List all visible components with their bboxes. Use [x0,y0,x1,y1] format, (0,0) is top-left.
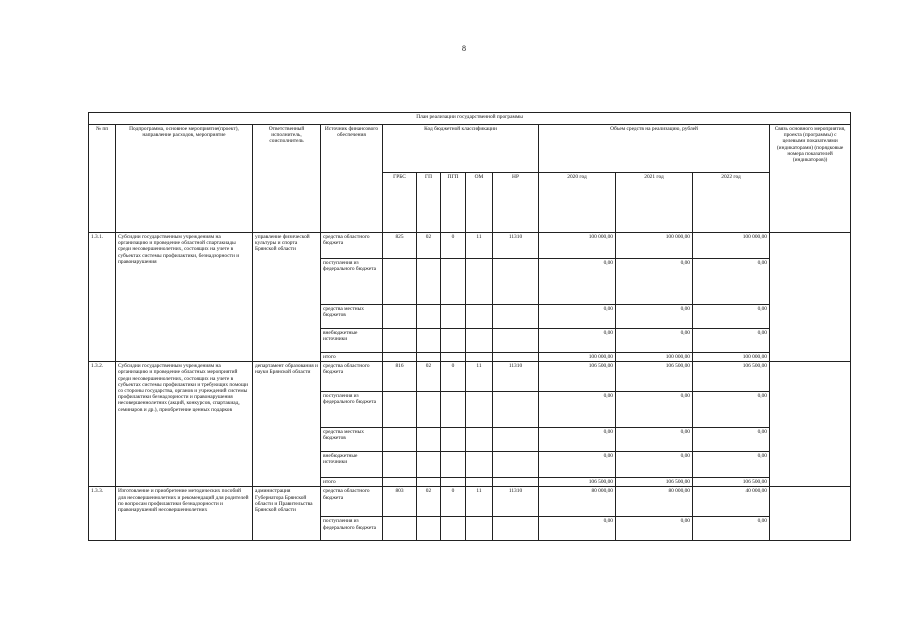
indicator-link-cell [770,487,851,541]
funding-source-cell: внебюджетные источники [321,452,383,478]
nr-cell: 11310 [493,487,539,517]
funding-source-cell: средства областного бюджета [321,362,383,392]
header-2020: 2020 год [539,173,616,233]
amount-2021-cell: 106 500,00 [616,478,693,487]
gp-cell [417,392,441,428]
pgp-cell: 0 [441,487,466,517]
item-number-cell: 1.3.1. [89,233,116,362]
nr-cell [493,305,539,329]
grbs-cell [383,353,417,362]
om-cell [466,353,493,362]
om-cell: 11 [466,233,493,259]
amount-2020-cell: 0,00 [539,305,616,329]
amount-2021-cell: 80 000,00 [616,487,693,517]
grbs-cell [383,428,417,452]
amount-2022-cell: 106 500,00 [693,362,770,392]
amount-2020-cell: 100 000,00 [539,233,616,259]
nr-cell [493,478,539,487]
amount-2020-cell: 80 000,00 [539,487,616,517]
amount-2021-cell: 0,00 [616,452,693,478]
pgp-cell [441,329,466,353]
om-cell [466,452,493,478]
amount-2022-cell: 0,00 [693,428,770,452]
executor-cell: администрация Губернатора Брянской области и Правительства Брянской области [253,487,321,541]
header-2022: 2022 год [693,173,770,233]
item-number-cell: 1.3.3. [89,487,116,541]
header-grbs: ГРБС [383,173,417,233]
nr-cell [493,428,539,452]
funding-source-cell: итого [321,478,383,487]
header-executor: Ответственный исполнитель, соисполнитель [253,125,321,233]
amount-2022-cell: 0,00 [693,329,770,353]
grbs-cell [383,329,417,353]
header-om: ОМ [466,173,493,233]
om-cell [466,517,493,541]
grbs-cell [383,392,417,428]
header-source: Источник финансового обеспечения [321,125,383,233]
amount-2020-cell: 106 500,00 [539,478,616,487]
amount-2020-cell: 0,00 [539,517,616,541]
gp-cell [417,329,441,353]
gp-cell [417,353,441,362]
gp-cell: 02 [417,233,441,259]
header-gp: ГП [417,173,441,233]
header-num: № пп [89,125,116,233]
pgp-cell [441,353,466,362]
amount-2021-cell: 0,00 [616,517,693,541]
amount-2022-cell: 0,00 [693,452,770,478]
header-2021: 2021 год [616,173,693,233]
om-cell [466,305,493,329]
grbs-cell [383,259,417,305]
header-volume: Объем средств на реализацию, рублей [539,125,770,173]
amount-2021-cell: 0,00 [616,428,693,452]
amount-2020-cell: 0,00 [539,428,616,452]
om-cell: 11 [466,362,493,392]
table-title: План реализации государственной программы [89,113,851,125]
amount-2021-cell: 0,00 [616,305,693,329]
amount-2020-cell: 0,00 [539,392,616,428]
pgp-cell [441,305,466,329]
item-name-cell: Изготовление и приобретение методических пособий для несовершеннолетних и рекомендаций для родителей по вопросам профилактики безнадзорности и правонарушений несовершеннолетних [116,487,253,541]
pgp-cell [441,392,466,428]
gp-cell: 02 [417,487,441,517]
header-budget-code: Код бюджетной классификации [383,125,539,173]
funding-source-cell: поступления из федерального бюджета [321,517,383,541]
funding-source-cell: средства местных бюджетов [321,305,383,329]
header-nr: НР [493,173,539,233]
grbs-cell: 803 [383,487,417,517]
amount-2021-cell: 106 500,00 [616,362,693,392]
nr-cell [493,329,539,353]
om-cell [466,478,493,487]
grbs-cell [383,478,417,487]
gp-cell [417,259,441,305]
amount-2022-cell: 0,00 [693,517,770,541]
grbs-cell [383,305,417,329]
pgp-cell [441,428,466,452]
amount-2020-cell: 106 500,00 [539,362,616,392]
gp-cell: 02 [417,362,441,392]
grbs-cell [383,452,417,478]
nr-cell [493,517,539,541]
gp-cell [417,305,441,329]
pgp-cell [441,259,466,305]
gp-cell [417,517,441,541]
nr-cell [493,353,539,362]
header-link: Связь основного мероприятия, проекта (программы) с целевыми показателями (индикаторами) (порядковые номера показателей (индикаторов)) [770,125,851,233]
om-cell [466,259,493,305]
item-name-cell: Субсидии государственным учреждениям на организацию и проведение областной спартакиады среди несовершеннолетних, состоящих на учете в субъектах системы профилактики, безнадзорности и правонарушения [116,233,253,362]
amount-2021-cell: 100 000,00 [616,233,693,259]
pgp-cell: 0 [441,233,466,259]
amount-2020-cell: 0,00 [539,259,616,305]
header-pgp: ПГП [441,173,466,233]
amount-2022-cell: 40 000,00 [693,487,770,517]
pgp-cell [441,478,466,487]
grbs-cell [383,517,417,541]
pgp-cell: 0 [441,362,466,392]
indicator-link-cell [770,233,851,362]
table-body [89,233,851,541]
item-name-cell: Субсидии государственным учреждениям на организацию и проведение областных мероприятий среди несовершеннолетних, состоящих на учете в субъектах системы профилактики и требующих помощи со стороны государства, органов и учреждений системы профилактики безнадзорности и правонарушения несовершеннолетних (акций, конкурсов, спартакиад, семинаров и др.), приобретение ценных подарков [116,362,253,487]
pgp-cell [441,517,466,541]
pgp-cell [441,452,466,478]
amount-2021-cell: 0,00 [616,329,693,353]
program-plan-table [88,112,851,541]
table-row [89,487,851,517]
page-number: 8 [462,44,466,53]
om-cell [466,392,493,428]
nr-cell [493,392,539,428]
executor-cell: управление физической культуры и спорта Брянской области [253,233,321,362]
nr-cell [493,452,539,478]
funding-source-cell: поступления из федерального бюджета [321,392,383,428]
funding-source-cell: внебюджетные источники [321,329,383,353]
executor-cell: департамент образования и науки Брянской области [253,362,321,487]
amount-2020-cell: 0,00 [539,452,616,478]
indicator-link-cell [770,362,851,487]
amount-2022-cell: 100 000,00 [693,353,770,362]
table-row [89,233,851,259]
om-cell [466,329,493,353]
amount-2020-cell: 100 000,00 [539,353,616,362]
funding-source-cell: поступления из федерального бюджета [321,259,383,305]
amount-2022-cell: 0,00 [693,392,770,428]
nr-cell: 11310 [493,362,539,392]
funding-source-cell: средства местных бюджетов [321,428,383,452]
om-cell [466,428,493,452]
header-subprogram: Подпрограмма, основное мероприятие(проект), направление расходов, мероприятие [116,125,253,233]
amount-2020-cell: 0,00 [539,329,616,353]
amount-2021-cell: 0,00 [616,392,693,428]
gp-cell [417,452,441,478]
amount-2021-cell: 100 000,00 [616,353,693,362]
amount-2022-cell: 0,00 [693,259,770,305]
item-number-cell: 1.3.2. [89,362,116,487]
grbs-cell: 816 [383,362,417,392]
grbs-cell: 825 [383,233,417,259]
amount-2021-cell: 0,00 [616,259,693,305]
funding-source-cell: средства областного бюджета [321,487,383,517]
amount-2022-cell: 100 000,00 [693,233,770,259]
funding-source-cell: средства областного бюджета [321,233,383,259]
om-cell: 11 [466,487,493,517]
amount-2022-cell: 0,00 [693,305,770,329]
gp-cell [417,478,441,487]
nr-cell [493,259,539,305]
amount-2022-cell: 106 500,00 [693,478,770,487]
gp-cell [417,428,441,452]
nr-cell: 11310 [493,233,539,259]
funding-source-cell: итого [321,353,383,362]
table-row [89,362,851,392]
